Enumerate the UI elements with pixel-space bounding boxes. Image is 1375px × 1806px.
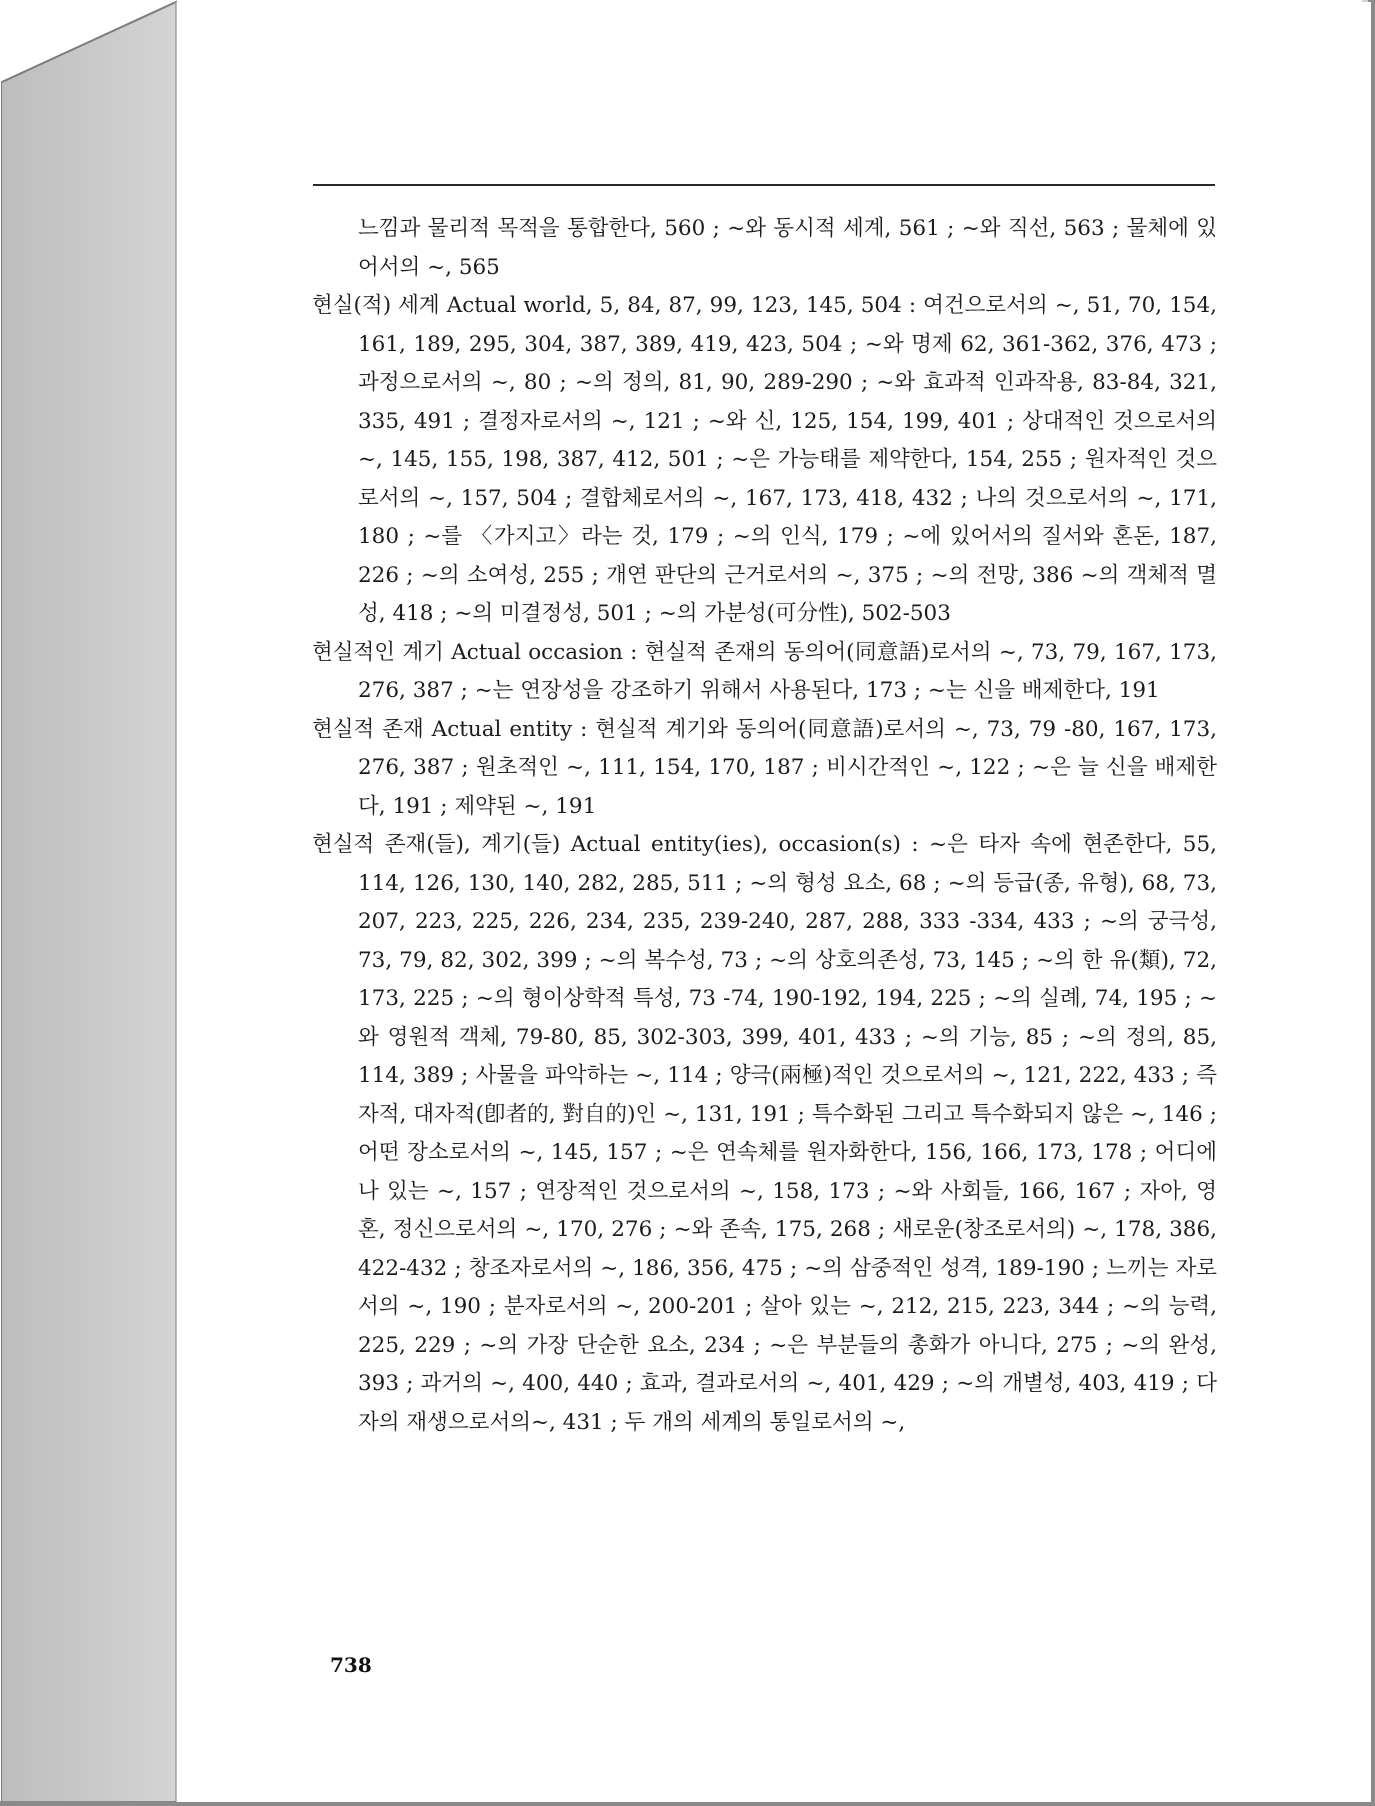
page-number: 738 [330, 1653, 372, 1677]
index-entry-term: 현실적 존재(들), 계기(들) Actual entity(ies), occasion(s) : [312, 832, 919, 857]
index-entry-continuation [312, 210, 1217, 287]
index-entry [312, 287, 1217, 634]
index-content [312, 210, 1217, 1442]
index-entry [312, 826, 1217, 1442]
header-rule [313, 184, 1215, 186]
index-entry-term: 현실(적) 세계 Actual world, [312, 293, 593, 318]
index-entry-references: 현실적 계기와 동의어(同意語)로서의 ~, 73, 79 -80, 167, 173, 276, 387 ; 원초적인 ~, 111, 154, 170, 187 ; 비시간적인 ~, 122 ; ~은 늘 신을 배제한다, 191 ; 제약된 ~, 191 [358, 716, 1217, 819]
index-entry-references: 현실적 존재의 동의어(同意語)로서의 ~, 73, 79, 167, 173, 276, 387 ; ~는 연장성을 강조하기 위해서 사용된다, 173 ; ~는 신을 배제한다, 191 [358, 639, 1217, 703]
index-entry-references: 느낌과 물리적 목적을 통합한다, 560 ; ~와 동시적 세계, 561 ; ~와 직선, 563 ; 물체에 있어서의 ~, 565 [358, 216, 1217, 280]
book-spine [2, 2, 176, 1803]
index-entry-term: 현실적인 계기 Actual occasion : [312, 639, 638, 665]
index-entry-references: ~은 타자 속에 현존한다, 55, 114, 126, 130, 140, 282, 285, 511 ; ~의 형성 요소, 68 ; ~의 등급(종, 유형), 68, 73, 207, 223, 225, 226, 234, 235, 239-240, 287, 288, 333 -334, 433 ; ~의 궁극성, 73, 79, 82, 302, 399 ; ~의 복수성, 73 ; ~의 상호의존성, 73, 145 ; ~의 한 유(類), 72, 173, 225 ; ~의 형이상학적 특성, 73 -74, 190-192, 194, 225 ; ~의 실례, 74, 195 ; ~와 영원적 객체, 79-80, 85, 302-303, 399, 401, 433 ; ~의 기능, 85 ; ~의 정의, 85, 114, 389 ; 사물을 파악하는 ~, 114 ; 양극(兩極)적인 것으로서의 ~, 121, 222, 433 ; 즉자적, 대자적(卽者的, 對自的)인 ~, 131, 191 ; 특수화된 그리고 특수화되지 않은 ~, 146 ; 어떤 장소로서의 ~, 145, 157 ; ~은 연속체를 원자화한다, 156, 166, 173, 178 ; 어디에나 있는 ~, 157 ; 연장적인 것으로서의 ~, 158, 173 ; ~와 사회들, 166, 167 ; 자아, 영혼, 정신으로서의 ~, 170, 276 ; ~와 존속, 175, 268 ; 새로운(창조로서의) ~, 178, 386, 422-432 ; 창조자로서의 ~, 186, 356, 475 ; ~의 삼중적인 성격, 189-190 ; 느끼는 자로서의 ~, 190 ; 분자로서의 ~, 200-201 ; 살아 있는 ~, 212, 215, 223, 344 ; ~의 능력, 225, 229 ; ~의 가장 단순한 요소, 234 ; ~은 부분들의 총화가 아니다, 275 ; ~의 완성, 393 ; 과거의 ~, 400, 440 ; 효과, 결과로서의 ~, 401, 429 ; ~의 개별성, 403, 419 ; 다자의 재생으로서의~, 431 ; 두 개의 세계의 통일로서의 ~, [358, 832, 1217, 1435]
index-entry [312, 711, 1217, 827]
index-entry [312, 634, 1217, 711]
index-entry-references: 5, 84, 87, 99, 123, 145, 504 : 여건으로서의 ~, 51, 70, 154, 161, 189, 295, 304, 387, 389, 419, 423, 504 ; ~와 명제 62, 361-362, 376, 473 ; 과정으로서의 ~, 80 ; ~의 정의, 81, 90, 289-290 ; ~와 효과적 인과작용, 83-84, 321, 335, 491 ; 결정자로서의 ~, 121 ; ~와 신, 125, 154, 199, 401 ; 상대적인 것으로서의 ~, 145, 155, 198, 387, 412, 501 ; ~은 가능태를 제약한다, 154, 255 ; 원자적인 것으로서의 ~, 157, 504 ; 결합체로서의 ~, 167, 173, 418, 432 ; 나의 것으로서의 ~, 171, 180 ; ~를 〈가지고〉라는 것, 179 ; ~의 인식, 179 ; ~에 있어서의 질서와 혼돈, 187, 226 ; ~의 소여성, 255 ; 개연 판단의 근거로서의 ~, 375 ; ~의 전망, 386 ~의 객체적 멸성, 418 ; ~의 미결정성, 501 ; ~의 가분성(可分性), 502-503 [358, 293, 1217, 626]
index-entry-term: 현실적 존재 Actual entity : [312, 716, 588, 742]
